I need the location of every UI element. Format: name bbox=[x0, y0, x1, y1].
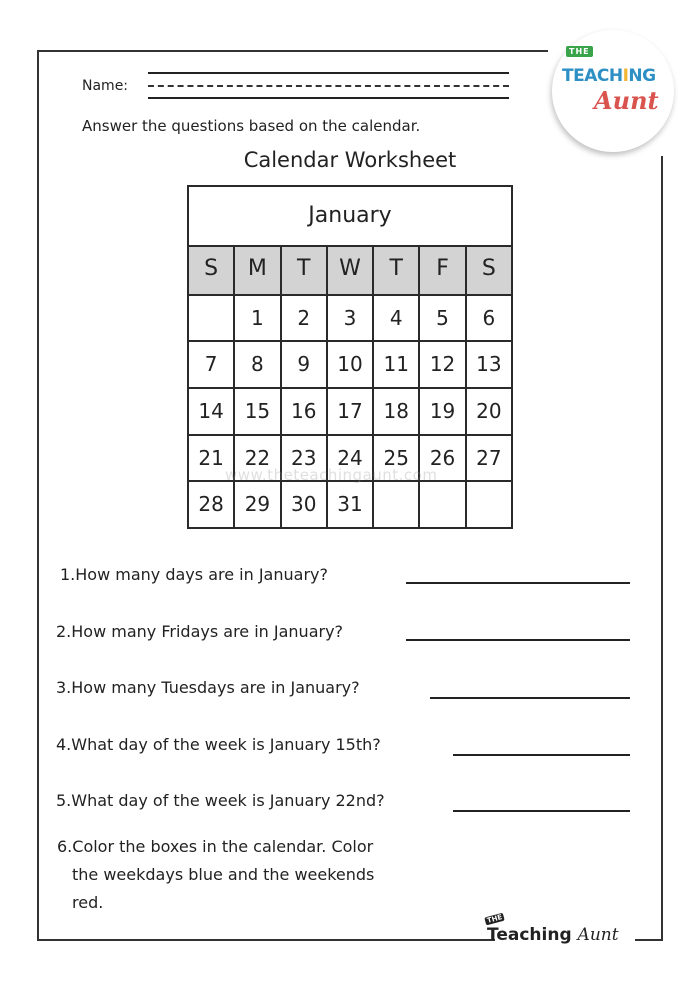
day-cell[interactable] bbox=[465, 482, 511, 527]
day-cell[interactable]: 17 bbox=[326, 389, 372, 434]
day-cell[interactable]: 6 bbox=[465, 296, 511, 341]
question-2: 2.How many Fridays are in January? bbox=[56, 622, 344, 641]
day-cell[interactable]: 27 bbox=[465, 436, 511, 481]
calendar-week bbox=[189, 480, 511, 527]
footer-logo: THE Teaching Aunt bbox=[486, 913, 619, 945]
logo-aunt: Aunt bbox=[594, 86, 659, 115]
day-cell[interactable]: 4 bbox=[372, 296, 418, 341]
page-title: Calendar Worksheet bbox=[243, 148, 457, 172]
day-cell[interactable] bbox=[372, 482, 418, 527]
day-cell[interactable]: 21 bbox=[198, 445, 224, 470]
name-line-bottom bbox=[148, 97, 509, 99]
day-cell[interactable]: 3 bbox=[326, 296, 372, 341]
logo-teaching: TEACHING bbox=[562, 66, 656, 86]
calendar-month: January bbox=[189, 187, 511, 247]
day-cell[interactable]: 28 bbox=[198, 492, 224, 517]
weekday-header: S bbox=[189, 247, 233, 294]
footer-logo-the: THE bbox=[486, 913, 504, 925]
day-cell[interactable]: 29 bbox=[233, 482, 279, 527]
day-cell[interactable]: 18 bbox=[372, 389, 418, 434]
day-cell[interactable]: 5 bbox=[418, 296, 464, 341]
day-cell[interactable]: 9 bbox=[280, 342, 326, 387]
watermark: www.theteachingaunt.com bbox=[225, 466, 438, 484]
weekday-header: W bbox=[326, 247, 372, 294]
question-4: 4.What day of the week is January 15th? bbox=[56, 735, 381, 754]
name-line-top bbox=[148, 72, 509, 74]
answer-line-1[interactable] bbox=[406, 582, 630, 584]
day-cell[interactable]: 25 bbox=[372, 436, 418, 481]
instructions: Answer the questions based on the calendar. bbox=[82, 117, 421, 135]
calendar-week bbox=[189, 340, 511, 387]
answer-line-4[interactable] bbox=[453, 754, 630, 756]
day-cell[interactable]: 31 bbox=[326, 482, 372, 527]
logo-the: THE bbox=[566, 46, 593, 57]
weekday-header: T bbox=[372, 247, 418, 294]
day-cell[interactable]: 12 bbox=[418, 342, 464, 387]
day-cell[interactable]: 22 bbox=[233, 436, 279, 481]
day-cell[interactable]: 24 bbox=[326, 436, 372, 481]
name-input-line[interactable] bbox=[148, 85, 509, 87]
answer-line-5[interactable] bbox=[453, 810, 630, 812]
weekday-header: F bbox=[418, 247, 464, 294]
day-cell[interactable]: 11 bbox=[372, 342, 418, 387]
day-cell[interactable] bbox=[418, 482, 464, 527]
name-label: Name: bbox=[82, 78, 129, 94]
day-cell[interactable]: 15 bbox=[233, 389, 279, 434]
day-cell[interactable]: 2 bbox=[280, 296, 326, 341]
pencil-icon: I bbox=[622, 66, 629, 86]
day-cell[interactable]: 16 bbox=[280, 389, 326, 434]
day-cell[interactable]: 14 bbox=[198, 399, 224, 424]
day-cell[interactable]: 19 bbox=[418, 389, 464, 434]
day-cell[interactable]: 13 bbox=[465, 342, 511, 387]
day-cell[interactable]: 10 bbox=[326, 342, 372, 387]
day-cell[interactable]: 20 bbox=[465, 389, 511, 434]
day-cell[interactable] bbox=[189, 296, 233, 341]
weekday-header: T bbox=[280, 247, 326, 294]
day-cell[interactable]: 26 bbox=[418, 436, 464, 481]
day-cell[interactable]: 8 bbox=[233, 342, 279, 387]
calendar-week bbox=[189, 294, 511, 341]
day-cell[interactable]: 7 bbox=[204, 352, 218, 377]
question-5: 5.What day of the week is January 22nd? bbox=[56, 791, 385, 810]
question-1: 1.How many days are in January? bbox=[60, 565, 328, 584]
weekday-header: S bbox=[465, 247, 511, 294]
weekday-header-row bbox=[189, 247, 511, 294]
day-cell[interactable]: 1 bbox=[233, 296, 279, 341]
answer-line-3[interactable] bbox=[430, 697, 630, 699]
teaching-aunt-logo bbox=[552, 30, 674, 152]
question-6: 6.Color the boxes in the calendar. Color the weekdays blue and the weekends red. bbox=[57, 837, 375, 912]
day-cell[interactable]: 30 bbox=[280, 482, 326, 527]
day-cell[interactable]: 23 bbox=[280, 436, 326, 481]
question-3: 3.How many Tuesdays are in January? bbox=[56, 678, 360, 697]
answer-line-2[interactable] bbox=[406, 639, 630, 641]
weekday-header: M bbox=[233, 247, 279, 294]
calendar-week bbox=[189, 387, 511, 434]
